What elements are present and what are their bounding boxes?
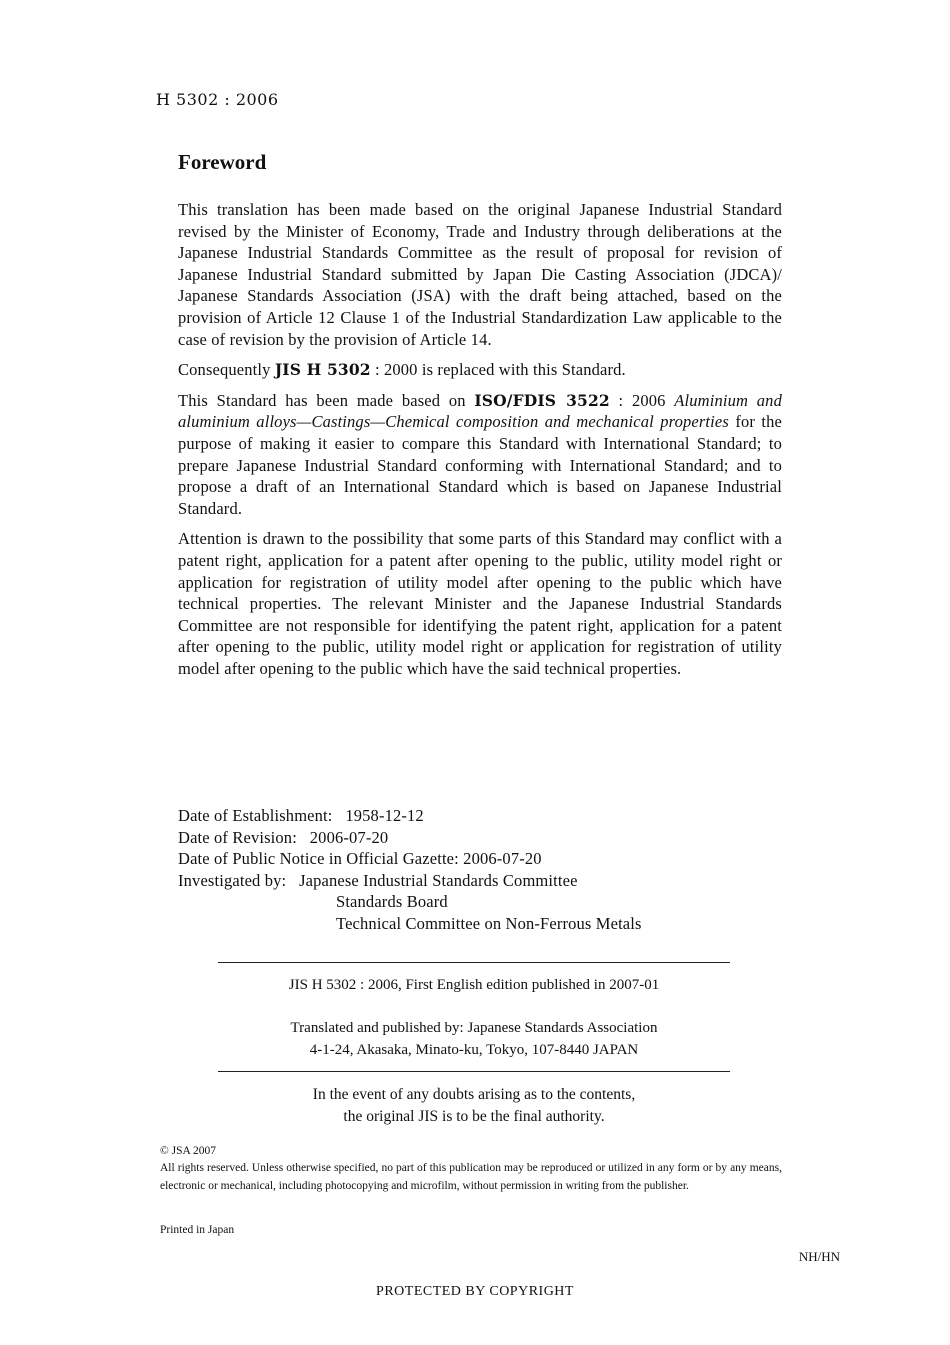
investigated-committee: Technical Committee on Non-Ferrous Metals <box>336 913 642 933</box>
investigated-by: Investigated by: Japanese Industrial Standards Committee <box>178 870 578 890</box>
date-establishment: Date of Establishment: 1958-12-12 <box>178 806 424 825</box>
foreword-body <box>178 199 782 688</box>
divider-top <box>218 962 730 963</box>
iso-title: Aluminium and aluminium alloys—Castings—Chemical composition and mechanical properties <box>178 390 782 432</box>
publisher-line-1: Translated and published by: Japanese Standards Association <box>290 1020 658 1036</box>
edition-line: JIS H 5302 : 2006, First English edition published in 2007-01 <box>288 977 660 993</box>
copyright-rights: All rights reserved. Unless otherwise specified, no part of this publication may be reproduced or utilized in any form or by any means, electronic or mechanical, including photocopying and microfilm, without permission in writing from the publisher. <box>160 1162 782 1192</box>
investigated-board: Standards Board <box>336 892 448 912</box>
footer-protected: PROTECTED BY COPYRIGHT <box>376 1284 574 1299</box>
page-title: Foreword <box>178 150 267 174</box>
copyright-notice: © JSA 2007 <box>160 1145 217 1157</box>
date-public-notice: Date of Public Notice in Official Gazette: 2006-07-20 <box>178 849 542 869</box>
iso-standard: ISO/FDIS 3522 <box>474 390 610 410</box>
paragraph-patent-notice: Attention is drawn to the possibility that some parts of this Standard may conflict with a patent right, application for a patent after opening to the public, utility model right or application for registration of utility model after opening to the public which have technical properties. The relevant Minister and the Japanese Industrial Standards Committee are not responsible for identifying the patent right, application for a patent after opening to the public, utility model right or application for registration of utility model after opening to the public which have the said technical properties. <box>178 529 782 678</box>
date-revision: Date of Revision: 2006-07-20 <box>178 827 389 847</box>
replacement-text-post: : 2000 is replaced with this Standard. <box>370 360 626 380</box>
authority-line-2: the original JIS is to be the final authority. <box>343 1108 605 1125</box>
iso-text-post: for the purpose of making it easier to compare this Standard with International Standard; to prepare Japanese Industrial Standard conforming with International Standard; and to propose a draft of an International Standard which is based on Japanese Industrial Standard. <box>178 412 782 518</box>
standard-number: H 5302 : 2006 <box>156 90 279 109</box>
replaced-standard: JIS H 5302 <box>274 360 371 380</box>
iso-year: : 2006 <box>609 390 675 410</box>
dates-block <box>178 805 642 935</box>
authority-line-1: In the event of any doubts arising as to the contents, <box>312 1086 636 1103</box>
paragraph-iso-basis <box>178 390 782 520</box>
iso-text-pre: This Standard has been made based on <box>178 390 475 410</box>
printed-in: Printed in Japan <box>160 1224 235 1236</box>
divider-bottom <box>218 1071 730 1072</box>
paragraph-translation-basis: This translation has been made based on the original Japanese Industrial Standard revised by the Minister of Economy, Trade and Industry through deliberations at the Japanese Industrial Standards Committee as the result of proposal for revision of Japanese Industrial Standard submitted by Japan Die Casting Association (JDCA)/ Japanese Standards Association (JSA) with the draft being attached, based on the provision of Article 12 Clause 1 of the Industrial Standardization Law applicable to the case of revision by the provision of Article 14. <box>178 200 782 349</box>
replacement-text-pre: Consequently <box>178 360 275 380</box>
paragraph-replacement <box>178 359 782 381</box>
document-code: NH/HN <box>798 1249 840 1264</box>
publisher-line-2: 4-1-24, Akasaka, Minato-ku, Tokyo, 107-8440 JAPAN <box>309 1042 639 1058</box>
